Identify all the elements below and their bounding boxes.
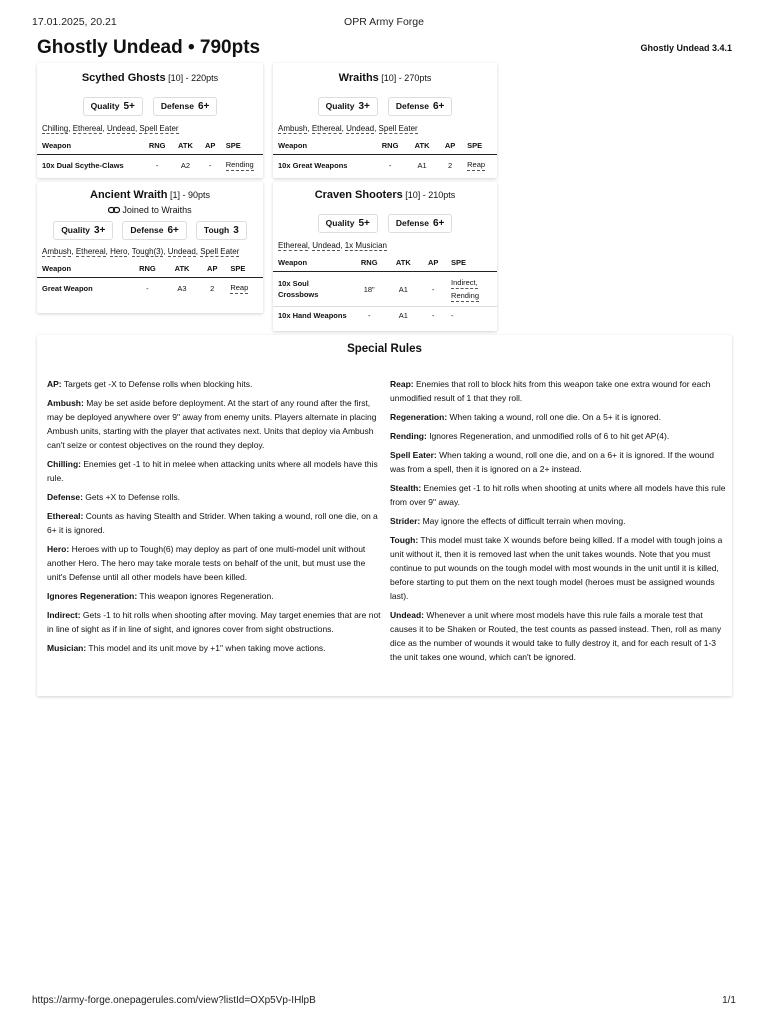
special-rules-left-column — [47, 377, 382, 660]
print-url[interactable]: https://army-forge.onepagerules.com/view?listId=OXp5Vp-IHlpB — [32, 995, 316, 1006]
rule-chip[interactable]: Tough(3) — [131, 247, 164, 256]
weapons-table: Weapon RNG ATK AP SPE Great Weapon - A3 2 Reap — [37, 259, 263, 298]
weapons-table: Weapon RNG ATK AP SPE 10x Soul Crossbows 18" A1 - Indirect, Rending 10x Hand Weapons - A1 - - — [273, 253, 497, 324]
unit-meta: [10] - 210pts — [402, 190, 456, 200]
quality-stat: Quality 3+ — [53, 221, 113, 240]
unit-name: Scythed Ghosts — [81, 72, 166, 84]
unit-rules: Chilling, Ethereal, Undead, Spell Eater — [42, 124, 179, 133]
army-version: Ghostly Undead 3.4.1 — [640, 43, 732, 53]
page-number: 1/1 — [722, 995, 736, 1006]
army-title: Ghostly Undead • 790pts — [37, 37, 261, 58]
rule-chip[interactable]: 1x Musician — [344, 241, 387, 250]
weapon-row: 10x Soul Crossbows 18" A1 - Indirect, Rending — [273, 272, 497, 307]
rule-entry: AP: Targets get -X to Defense rolls when blocking hits. — [47, 379, 253, 389]
rule-chip[interactable]: Undead — [106, 124, 135, 133]
rule-chip[interactable]: Spell Eater — [139, 124, 179, 133]
quality-stat: Quality 5+ — [83, 97, 143, 116]
tough-stat: Tough 3 — [196, 221, 247, 240]
rule-chip[interactable]: Reap — [467, 160, 486, 169]
rule-chip[interactable]: Ethereal — [311, 124, 342, 133]
weapon-row: Great Weapon - A3 2 Reap — [42, 283, 249, 293]
rule-chip[interactable]: Undead — [346, 124, 375, 133]
unit-card-ancient-wraith — [37, 182, 263, 313]
rule-chip[interactable]: Undead — [167, 247, 196, 256]
special-rules-title: Special Rules — [347, 343, 422, 355]
unit-card-craven-shooters — [273, 182, 497, 331]
unit-meta: [10] - 220pts — [165, 73, 219, 83]
quality-stat: Quality 5+ — [318, 214, 378, 233]
rule-chip[interactable]: Spell Eater — [200, 247, 240, 256]
special-rules-section — [37, 335, 732, 696]
rule-entry: Chilling: Enemies get -1 to hit in melee when attacking units where all models have this rule. — [47, 459, 378, 483]
rule-entry: Stealth: Enemies get -1 to hit rolls when shooting at units where all models have this rule from over 9" away. — [390, 483, 726, 507]
rule-chip[interactable]: Indirect, — [451, 278, 478, 287]
defense-stat: Defense 6+ — [388, 214, 452, 233]
unit-rules: Ambush, Ethereal, Hero, Tough(3), Undead, Spell Eater — [42, 247, 240, 256]
rule-entry: Regeneration: When taking a wound, roll one die. On a 5+ it is ignored. — [390, 412, 661, 422]
rule-entry: Reap: Enemies that roll to block hits from this weapon take one extra wound for each unmodified result of 1 that they roll. — [390, 379, 711, 403]
joined-to-label: Joined to Wraiths — [37, 205, 263, 215]
unit-title — [273, 72, 497, 84]
link-icon — [108, 206, 120, 214]
rule-entry: Spell Eater: When taking a wound, roll one die, and on a 6+ it is ignored. If the wound was from a spell, then it is ignored on a 2+ instead. — [390, 450, 714, 474]
unit-card-wraiths — [273, 63, 497, 178]
weapons-table: Weapon RNG ATK AP SPE 10x Great Weapons - A1 2 Reap — [273, 136, 497, 175]
rule-entry: Undead: Whenever a unit where most models have this rule fails a morale test that causes it to be Shaken or Routed, the test counts as passed instead. Then, roll as many dice as the number of wounds it would take to fully destroy it, and for each result of 1-3 the unit takes one wound, which can't be ignored. — [390, 610, 722, 662]
rule-entry: Indirect: Gets -1 to hit rolls when shooting after moving. May target enemies that are not in line of sight as if in line of sight, and ignores cover from sight obstructions. — [47, 610, 381, 634]
rule-chip[interactable]: Ambush — [42, 247, 72, 256]
rule-chip[interactable]: Spell Eater — [378, 124, 418, 133]
unit-rules: Ethereal, Undead, 1x Musician — [278, 241, 387, 250]
rule-entry: Musician: This model and its unit move by +1" when taking move actions. — [47, 643, 326, 653]
rule-entry: Hero: Heroes with up to Tough(6) may deploy as part of one multi-model unit without another Hero. The hero may take morale tests on behalf of the unit, but must use the unit's Defense until all other models have been killed. — [47, 544, 366, 582]
rule-entry: Ethereal: Counts as having Stealth and Strider. When taking a wound, roll one die, on a 6+ it is ignored. — [47, 511, 378, 535]
weapon-row: 10x Dual Scythe-Claws - A2 - Rending — [42, 160, 254, 170]
rule-entry: Strider: May ignore the effects of difficult terrain when moving. — [390, 516, 626, 526]
rule-chip[interactable]: Undead — [312, 241, 341, 250]
weapon-row: 10x Hand Weapons - A1 - - — [278, 311, 454, 320]
weapon-row: 10x Great Weapons - A1 2 Reap — [278, 160, 486, 170]
rule-chip[interactable]: Hero — [110, 247, 128, 256]
unit-meta: [1] - 90pts — [167, 190, 210, 200]
weapons-table: Weapon RNG ATK AP SPE 10x Dual Scythe-Claws - A2 - Rending — [37, 136, 263, 175]
rule-entry: Ignores Regeneration: This weapon ignores Regeneration. — [47, 591, 274, 601]
unit-name: Ancient Wraith — [90, 189, 168, 201]
rule-chip[interactable]: Rending — [451, 291, 479, 300]
rule-chip[interactable]: Rending — [225, 160, 254, 169]
defense-stat: Defense 6+ — [122, 221, 186, 240]
rule-entry: Ambush: May be set aside before deployment. At the start of any round after the first, may be deployed anywhere over 9" away from enemy units. Players alternate in placing Ambush units, starting with the player that activates next. Units that deploy via Ambush can't seize or contest objectives on the round they deploy. — [47, 398, 377, 450]
unit-name: Wraiths — [338, 72, 379, 84]
unit-meta: [10] - 270pts — [378, 73, 432, 83]
unit-title — [37, 72, 263, 84]
special-rules-right-column — [390, 377, 726, 669]
defense-stat: Defense 6+ — [388, 97, 452, 116]
print-title: OPR Army Forge — [344, 16, 424, 28]
rule-chip[interactable]: Ambush — [278, 124, 308, 133]
unit-rules: Ambush, Ethereal, Undead, Spell Eater — [278, 124, 418, 133]
print-date: 17.01.2025, 20.21 — [32, 16, 117, 28]
rule-chip[interactable]: Reap — [230, 283, 249, 292]
unit-title — [37, 189, 263, 201]
defense-stat: Defense 6+ — [153, 97, 217, 116]
rule-chip[interactable]: Ethereal — [75, 247, 106, 256]
unit-card-scythed-ghosts — [37, 63, 263, 178]
rule-chip[interactable]: Ethereal — [278, 241, 308, 250]
rule-entry: Rending: Ignores Regeneration, and unmodified rolls of 6 to hit get AP(4). — [390, 431, 670, 441]
rule-entry: Tough: This model must take X wounds before being killed. If a model with tough joins a unit without it, then it is removed last when the unit takes wounds. Note that you must continue to put wounds on the tough model with most wounds in the unit until it is killed, before starting to put them on the next tough model (heroes must be assigned wounds last). — [390, 535, 723, 601]
unit-title — [273, 189, 497, 201]
rule-chip[interactable]: Chilling — [42, 124, 69, 133]
rule-entry: Defense: Gets +X to Defense rolls. — [47, 492, 180, 502]
quality-stat: Quality 3+ — [318, 97, 378, 116]
rule-chip[interactable]: Ethereal — [72, 124, 103, 133]
print-header — [32, 16, 736, 30]
unit-name: Craven Shooters — [314, 189, 403, 201]
